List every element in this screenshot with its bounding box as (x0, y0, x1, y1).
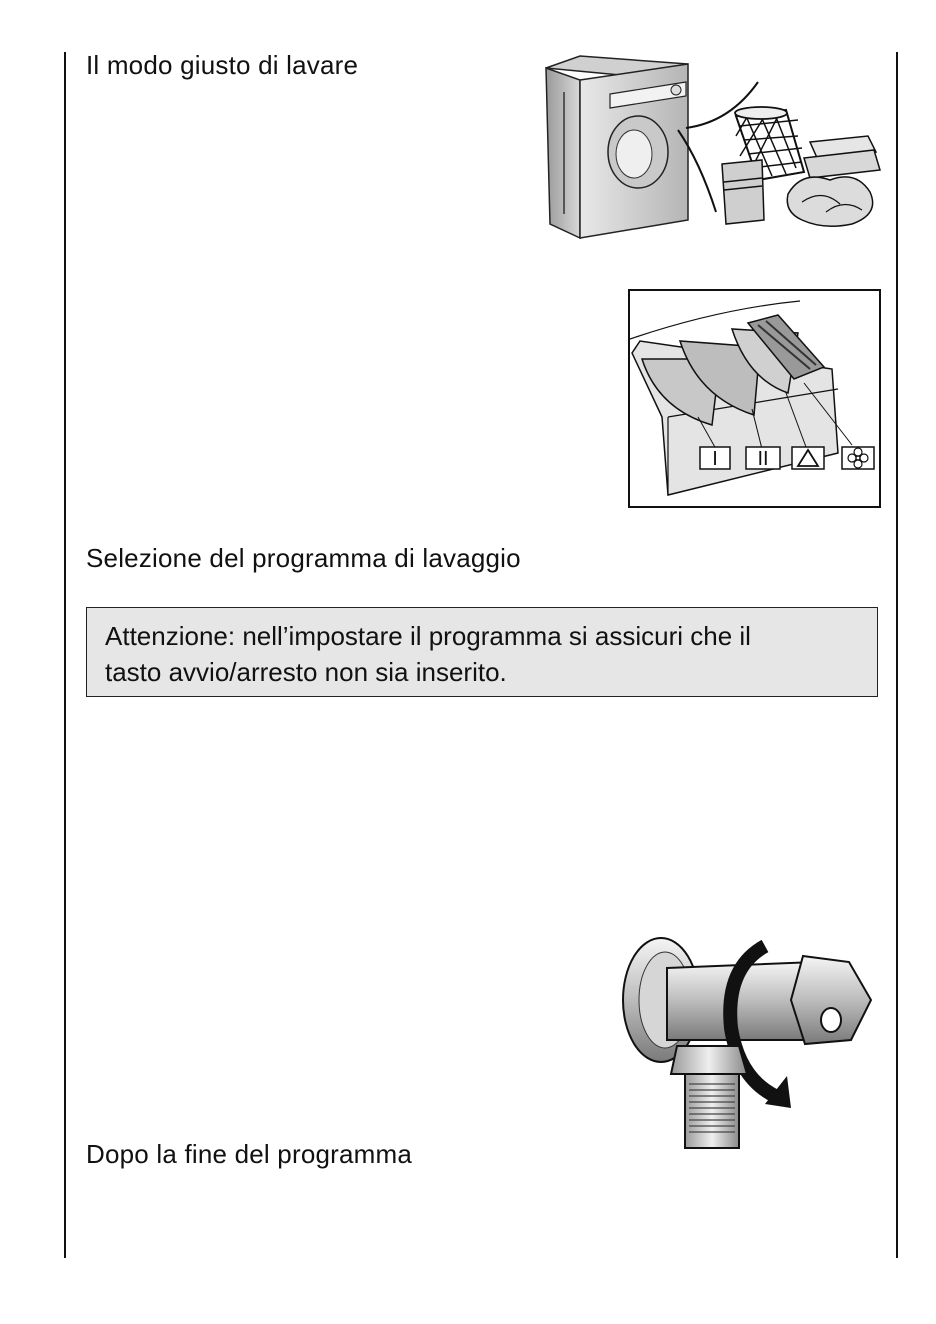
water-tap-illustration (615, 928, 875, 1158)
washing-machine-illustration (540, 52, 890, 244)
section-heading-washing: Il modo giusto di lavare (86, 50, 359, 80)
notice-line-2: tasto avvio/arresto non sia inserito. (105, 657, 507, 687)
attention-notice (86, 607, 878, 697)
compartment-label-i: I (712, 448, 718, 470)
compartment-label-ii: II (757, 448, 769, 470)
notice-line-1: Attenzione: nell’impostare il programma si assicuri che il (105, 621, 751, 651)
right-margin-rule (896, 52, 898, 1258)
section-heading-program-selection: Selezione del programma di lavaggio (86, 543, 521, 573)
detergent-drawer-illustration (628, 289, 882, 509)
left-margin-rule (64, 52, 66, 1258)
section-heading-after-program: Dopo la fine del programma (86, 1139, 413, 1169)
